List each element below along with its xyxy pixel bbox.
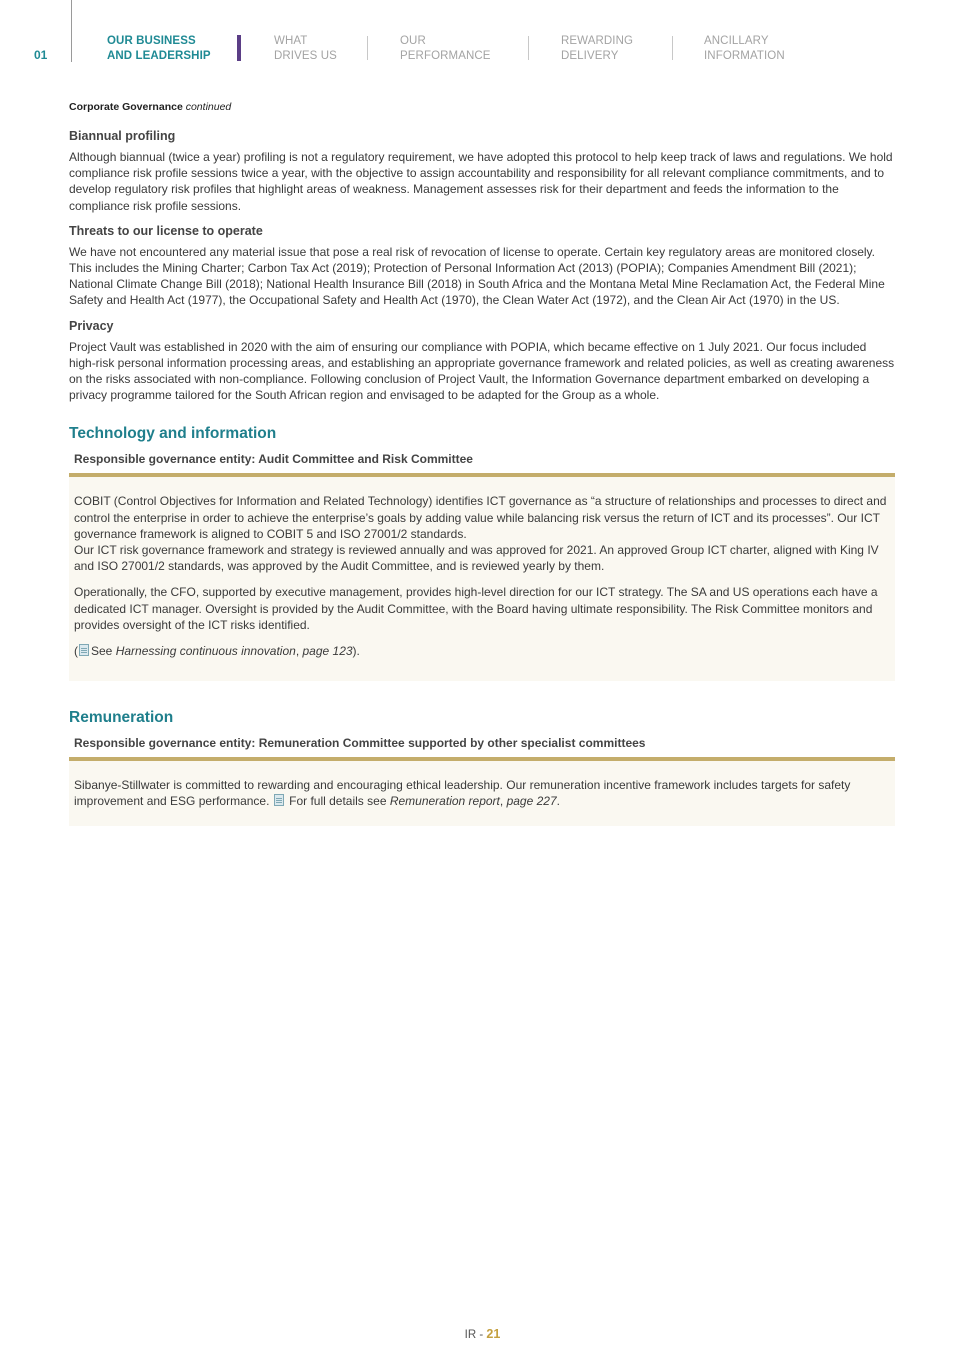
biannual-heading: Biannual profiling: [69, 129, 176, 143]
nav-item-line2: PERFORMANCE: [400, 50, 491, 62]
remuneration-box: [69, 761, 895, 825]
technology-entity: Responsible governance entity: Audit Committee and Risk Committee: [69, 452, 895, 477]
nav-item-line1: ANCILLARY: [704, 35, 769, 47]
threats-heading: Threats to our license to operate: [69, 223, 263, 238]
page-content: [69, 101, 895, 846]
running-head-suffix: continued: [185, 101, 232, 113]
nav-separator: [672, 36, 673, 60]
ref-title: Remuneration report: [389, 794, 500, 809]
nav-item-line1: REWARDING: [561, 35, 634, 47]
threats-body: We have not encountered any material issue that pose a real risk of revocation of license to operate. Certain key regulatory areas are monitored closely. This includes the Mining Charter; Carbon Tax Act (2019); Protection of Personal Information Act (2013) (POPIA); Companies Amendment Bill (2021); National Climate Change Bill (2018); National Health Insurance Bill (2018) in South Africa and the Montana Metal Mine Reclamation Act, the Federal Mine Safety and Health Act (1977), the Occupational Safety and Health Act (1970), the Clean Water Act (1972), and the Clean Air Act (1970) in the US.: [69, 244, 885, 308]
nav-item-line2: INFORMATION: [704, 50, 785, 62]
nav-item-our-performance[interactable]: [400, 34, 491, 64]
privacy-body: Project Vault was established in 2020 with the aim of ensuring our compliance with POPIA, which became effective on 1 July 2021. Our focus included high-risk personal information processing areas, and establishing an appropriate governance framework and related policies, as well as creating awareness on the risks associated with non-compliance. Following conclusion of Project Vault, the Information Governance department embarked on developing a privacy programme tailored for the South African region and envisaged to be adapted for the Group as a whole.: [69, 339, 895, 403]
nav-item-line1: WHAT: [274, 35, 308, 47]
document-icon: [79, 644, 89, 656]
running-head-title: Corporate Governance: [69, 101, 183, 113]
remuneration-title: Remuneration: [69, 709, 174, 727]
technology-reference: ( See Harnessing continuous innovation, page 123).: [74, 644, 360, 659]
page-footer: [0, 1327, 965, 1341]
nav-vertical-rule: [71, 0, 72, 62]
privacy-heading: Privacy: [69, 318, 114, 333]
ref-prefix: See: [91, 644, 116, 659]
technology-para-2: Operationally, the CFO, supported by executive management, provides high-level direction for our ICT strategy. The SA and US operations each have a dedicated ICT manager. Oversight is provided by the Audit Committee, with the Board having ultimate responsibility. The Risk Committee monitors and provides oversight of the ICT risks identified.: [74, 585, 878, 632]
running-head: [69, 101, 895, 113]
ref-link-harnessing-innovation[interactable]: Harnessing continuous innovation, page 123: [115, 644, 353, 659]
nav-item-line2: DRIVES US: [274, 50, 337, 62]
top-navigation: [0, 0, 965, 80]
remuneration-para: Sibanye-Stillwater is committed to rewarding and encouraging ethical leadership. Our remuneration incentive framework includes targets for safety improvement and ESG performance. For full details see Remuneration report, page 227.: [74, 778, 851, 809]
section-number: 01: [34, 48, 48, 62]
ref-link-remuneration-report[interactable]: Remuneration report, page 227: [389, 794, 557, 809]
biannual-body: Although biannual (twice a year) profiling is not a regulatory requirement, we have adopted this protocol to help keep track of laws and regulations. We hold compliance risk profile sessions twice a year, with the objective to assign accountability and responsibility for all relevant compliance commitments, and to develop regulatory risk profiles that highlight areas of weakness. Management assesses risk for their department and feeds the information to the compliance risk profile sessions.: [69, 150, 893, 213]
nav-item-ancillary-information[interactable]: [704, 34, 785, 64]
nav-item-what-drives-us[interactable]: [274, 34, 337, 64]
active-section-marker: [237, 35, 241, 61]
footer-prefix: IR -: [464, 1329, 487, 1341]
technology-title: Technology and information: [69, 425, 277, 443]
ref-page: page 227: [506, 794, 557, 809]
ref-prefix: For full details see: [289, 794, 390, 809]
nav-item-our-business[interactable]: [107, 34, 211, 64]
nav-item-line2: AND LEADERSHIP: [107, 50, 211, 62]
page-number: 21: [486, 1327, 501, 1341]
remuneration-text: Sibanye-Stillwater is committed to rewarding and encouraging ethical leadership. Our remuneration incentive framework includes targets for safety improvement and ESG performance.: [74, 778, 851, 809]
nav-separator: [528, 36, 529, 60]
document-icon: [274, 794, 284, 806]
nav-item-line1: OUR: [400, 35, 426, 47]
nav-separator: [367, 36, 368, 60]
technology-box: [69, 477, 895, 681]
nav-item-line2: DELIVERY: [561, 50, 619, 62]
technology-para-1: [74, 493, 890, 574]
nav-item-rewarding-delivery[interactable]: [561, 34, 633, 64]
ref-title: Harnessing continuous innovation: [115, 644, 296, 659]
nav-item-line1: OUR BUSINESS: [107, 35, 196, 47]
technology-para-1b: Our ICT risk governance framework and strategy is reviewed annually and was approved for 2021. An approved Group ICT charter, aligned with King IV and ISO 27001/2 standards, was approved by the Audit Committee, and is reviewed yearly by them.: [74, 543, 879, 574]
ref-page: page 123: [302, 644, 353, 659]
technology-para-1a: COBIT (Control Objectives for Information and Related Technology) identifies ICT governance as “a structure of relationships and processes to direct and control the enterprise in order to achieve the enterprise’s goals by adding value while balancing risk versus the return of ICT and its processes”. Our ICT governance framework is aligned to COBIT 5 and ISO 27001/2 standards.: [74, 494, 887, 541]
remuneration-entity: Responsible governance entity: Remuneration Committee supported by other specialist committees: [69, 736, 895, 761]
